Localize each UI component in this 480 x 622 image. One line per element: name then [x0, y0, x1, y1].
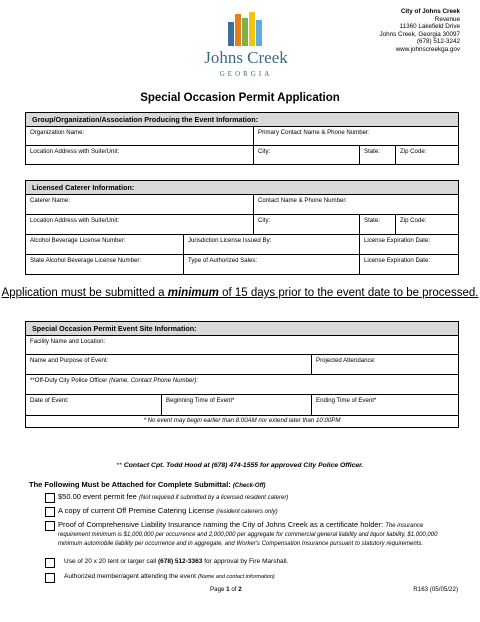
- notice-part1: Application must be submitted a: [1, 287, 168, 299]
- requirements-title: The Following Must be Attached for Complete Submittal:: [29, 480, 231, 489]
- item-text: $50.00 event permit fee: [58, 492, 137, 501]
- address-dept: Revenue: [434, 15, 460, 23]
- organization-section: [25, 112, 459, 165]
- item-text: A copy of current Off Premise Catering License: [58, 506, 215, 515]
- page-mid: of: [229, 586, 239, 593]
- catering-license-checkbox[interactable]: [45, 507, 55, 517]
- logo-name: Johns Creek: [204, 48, 288, 67]
- caterer-city-field[interactable]: City:: [254, 215, 360, 234]
- page-total: 2: [238, 586, 242, 593]
- page-title: Special Occasion Permit Application: [140, 92, 340, 104]
- page-current: 1: [226, 586, 230, 593]
- item-note: (Name and contact information): [197, 574, 275, 580]
- end-time-field[interactable]: Ending Time of Event*: [316, 397, 377, 404]
- event-date-field[interactable]: Date of Event:: [26, 395, 162, 415]
- jurisdiction-field[interactable]: Jurisdiction License Issued By:: [184, 235, 360, 254]
- location-field[interactable]: Location Address with Suite/Unit:: [26, 146, 254, 164]
- page-pre: Page: [210, 586, 227, 593]
- event-site-section: [25, 321, 459, 428]
- city-field[interactable]: City:: [254, 146, 360, 164]
- police-note-text: Contact Cpt. Todd Hood at (678) 474-1555 for approved City Police Officer.: [123, 462, 364, 469]
- insurance-checkbox[interactable]: [45, 521, 55, 531]
- agent-item: [64, 573, 275, 581]
- item-text: Proof of Comprehensive Liability Insurance naming the City of Johns Creek as a certificate holder:: [58, 520, 384, 529]
- city-address: [379, 8, 460, 54]
- event-purpose-field[interactable]: Name and Purpose of Event:: [26, 355, 312, 374]
- license-expiration-field[interactable]: License Expiration Date:: [364, 237, 431, 244]
- section-heading: Licensed Caterer Information:: [26, 181, 458, 195]
- primary-contact-field[interactable]: Primary Contact Name & Phone Number:: [258, 129, 370, 136]
- section-heading: Special Occasion Permit Event Site Information:: [26, 322, 458, 336]
- facility-field[interactable]: Facility Name and Location:: [30, 338, 106, 345]
- org-name-field[interactable]: Organization Name:: [26, 127, 254, 145]
- address-phone: (678) 512-3242: [416, 38, 460, 46]
- caterer-contact-field[interactable]: Contact Name & Phone Number:: [258, 197, 348, 204]
- caterer-section: [25, 180, 459, 275]
- attendance-field[interactable]: Projected Attendance:: [316, 357, 376, 364]
- alcohol-license-field[interactable]: Alcohol Beverage License Number:: [26, 235, 184, 254]
- logo-state: GEORGIA: [219, 70, 273, 78]
- caterer-location-field[interactable]: Location Address with Suite/Unit:: [26, 215, 254, 234]
- zip-field[interactable]: Zip Code:: [400, 148, 427, 155]
- agent-checkbox[interactable]: [45, 573, 55, 583]
- item-note: The insurance requirement minimum is $1,000,000 per occurrence and 2,000,000 per aggregate for commercial general liability and liquor liability, $1,000,000 minimum automobile liability per occurrence and in aggregate, and Worker's Compensation Insurance pursuant to statutory requirements.: [58, 523, 438, 547]
- item-note: (resident caterers only): [216, 509, 278, 515]
- state-license-field[interactable]: State Alcohol Beverage License Number:: [26, 255, 184, 274]
- police-note-prefix: **: [116, 462, 124, 469]
- caterer-name-field[interactable]: Caterer Name:: [26, 195, 254, 214]
- permit-fee-checkbox[interactable]: [45, 493, 55, 503]
- catering-license-item: [58, 507, 278, 516]
- caterer-state-field[interactable]: State:: [360, 215, 396, 234]
- fire-marshall-phone: (678) 512-3363: [157, 558, 203, 565]
- notice-part2: of 15 days prior to the event date to be processed.: [218, 287, 479, 299]
- state-field[interactable]: State:: [360, 146, 396, 164]
- address-street: 11360 Lakefield Drive: [399, 23, 460, 31]
- address-city: Johns Creek, Georgia 30097: [379, 30, 460, 38]
- form-code: R163 (05/05/22): [413, 586, 458, 593]
- tent-checkbox[interactable]: [45, 558, 55, 568]
- submission-notice: [0, 287, 480, 300]
- caterer-zip-field[interactable]: Zip Code:: [400, 217, 427, 224]
- section-heading: Group/Organization/Association Producing the Event Information:: [26, 113, 458, 127]
- sales-type-field[interactable]: Type of Authorized Sales:: [184, 255, 360, 274]
- permit-fee-item: [58, 493, 288, 502]
- officer-note: (Name, Contact Phone Number):: [109, 377, 199, 384]
- police-officer-field[interactable]: [26, 375, 458, 394]
- item-text-pre: Use of 20 x 20 tent or larger call: [64, 558, 158, 565]
- item-note: (Not required if submitted by a licensed resident caterer): [138, 495, 289, 501]
- notice-emphasis: minimum: [167, 287, 219, 299]
- begin-time-field[interactable]: Beginning Time of Event*: [162, 395, 312, 415]
- tent-item: [64, 558, 288, 566]
- item-text: Authorized member/agent attending the event: [64, 573, 196, 580]
- police-contact-note: [0, 462, 480, 469]
- page-number: [210, 586, 242, 593]
- insurance-item: [58, 521, 456, 548]
- address-web: www.johnscreekga.gov: [395, 45, 460, 53]
- address-org: City of Johns Creek: [400, 8, 460, 15]
- item-text-post: for approval by Fire Marshall.: [202, 558, 289, 565]
- officer-label: **Off-Duty City Police Officer: [30, 377, 108, 384]
- state-license-expiration-field[interactable]: License Expiration Date:: [364, 257, 431, 264]
- time-restriction-note: * No event may begin earlier than 8:00AM nor extend later than 10:00PM: [143, 417, 341, 424]
- requirements-note: (Check-Off): [232, 483, 266, 489]
- requirements-heading: [29, 480, 265, 489]
